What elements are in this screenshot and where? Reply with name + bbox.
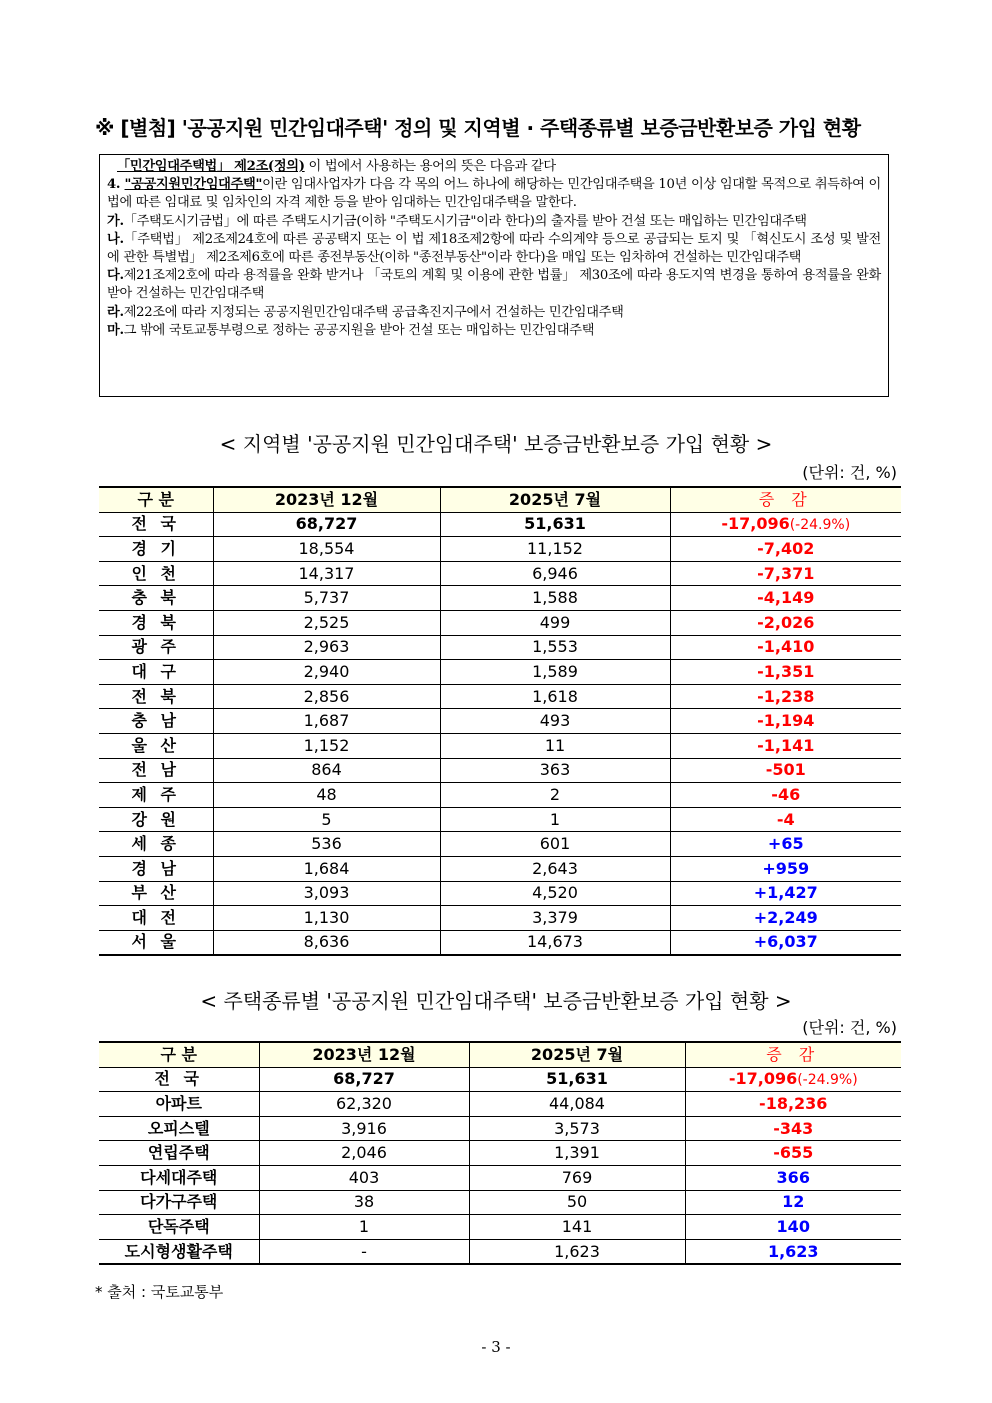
value-change: -2,026 [670, 610, 901, 635]
value-change: 366 [685, 1165, 901, 1190]
value-jul-2025: 3,379 [440, 906, 670, 931]
value-jul-2025: 363 [440, 758, 670, 783]
source-note: * 출처 : 국토교통부 [95, 1283, 224, 1301]
law-header [107, 158, 881, 176]
value-change: -18,236 [685, 1092, 901, 1117]
region-table [99, 486, 901, 956]
law-subitem-ma [107, 322, 881, 340]
law-header-text: 이 법에서 사용하는 용어의 뜻은 다음과 같다 [304, 159, 556, 174]
value-dec-2023: 5 [213, 807, 440, 832]
value-change: -1,141 [670, 733, 901, 758]
header-dec-2023: 2023년 12월 [213, 487, 440, 512]
law-subitem-ra [107, 304, 881, 322]
value-change: -4 [670, 807, 901, 832]
row-label: 전 국 [99, 512, 213, 537]
table-row [99, 635, 901, 660]
law-subitem-da-text: 제21조제2호에 따라 용적률을 완화 받거나 「국토의 계획 및 이용에 관한 법률」 제30조에 따라 용도지역 변경을 통하여 용적률을 완화 받아 건설하는 민간임대주택 [107, 268, 881, 302]
law-item-4-text: 이란 임대사업자가 다음 각 목의 어느 하나에 해당하는 민간임대주택을 10년 이상 임대할 목적으로 취득하여 이 법에 따른 임대료 및 임차인의 자격 제한 등을 받아 임대하는 민간임대주택을 말한다. [107, 177, 881, 211]
row-label: 제 주 [99, 783, 213, 808]
row-label: 충 남 [99, 709, 213, 734]
header-change: 증 감 [685, 1042, 901, 1067]
row-label: 전 남 [99, 758, 213, 783]
row-label: 부 산 [99, 881, 213, 906]
value-dec-2023: 1,130 [213, 906, 440, 931]
table-row [99, 1165, 901, 1190]
value-change: -1,238 [670, 684, 901, 709]
page-title: ※ [별첨] '공공지원 민간임대주택' 정의 및 지역별 · 주택종류별 보증금반환보증 가입 현황 [95, 116, 861, 140]
value-dec-2023: 536 [213, 832, 440, 857]
value-change: 12 [685, 1190, 901, 1215]
table-row [99, 1141, 901, 1166]
header-category: 구 분 [99, 1042, 259, 1067]
value-dec-2023: 62,320 [259, 1092, 469, 1117]
table-row [99, 832, 901, 857]
value-change: 140 [685, 1215, 901, 1240]
value-jul-2025: 51,631 [440, 512, 670, 537]
row-label: 단독주택 [99, 1215, 259, 1240]
value-jul-2025: 1,623 [469, 1239, 685, 1264]
value-jul-2025: 141 [469, 1215, 685, 1240]
table-row [99, 709, 901, 734]
law-subitem-ma-label: 마. [107, 322, 124, 338]
table-header-row [99, 1042, 901, 1067]
value-change: +6,037 [670, 930, 901, 955]
value-change: +959 [670, 856, 901, 881]
table-row [99, 610, 901, 635]
value-jul-2025: 14,673 [440, 930, 670, 955]
law-item-4-term: "공공지원민간임대주택" [124, 177, 263, 193]
table-row [99, 906, 901, 931]
value-jul-2025: 1,553 [440, 635, 670, 660]
value-jul-2025: 2 [440, 783, 670, 808]
value-change: -4,149 [670, 586, 901, 611]
value-dec-2023: 1 [259, 1215, 469, 1240]
value-jul-2025: 601 [440, 832, 670, 857]
row-label: 경 북 [99, 610, 213, 635]
value-dec-2023: 48 [213, 783, 440, 808]
law-subitem-ma-text: 그 밖에 국토교통부령으로 정하는 공공지원을 받아 건설 또는 매입하는 민간임대주택 [123, 322, 595, 338]
table-row [99, 684, 901, 709]
value-dec-2023: - [259, 1239, 469, 1264]
change-amount: -17,096 [721, 513, 790, 533]
law-subitem-ga-text: 「주택도시기금법」에 따른 주택도시기금(이하 "주택도시기금"이라 한다)의 출자를 받아 건설 또는 매입하는 민간임대주택 [123, 213, 807, 229]
region-table-unit: (단위: 건, %) [802, 463, 897, 482]
value-dec-2023: 2,046 [259, 1141, 469, 1166]
table-row [99, 930, 901, 955]
table-row [99, 1239, 901, 1264]
value-dec-2023: 5,737 [213, 586, 440, 611]
row-label: 전 국 [99, 1067, 259, 1092]
value-dec-2023: 18,554 [213, 537, 440, 562]
value-jul-2025: 1,589 [440, 660, 670, 685]
value-dec-2023: 3,093 [213, 881, 440, 906]
row-label: 대 구 [99, 660, 213, 685]
value-change: -1,410 [670, 635, 901, 660]
value-jul-2025: 11 [440, 733, 670, 758]
page-number: - 3 - [481, 1338, 511, 1356]
row-label: 아파트 [99, 1092, 259, 1117]
value-change: +1,427 [670, 881, 901, 906]
header-category: 구 분 [99, 487, 213, 512]
row-label: 인 천 [99, 561, 213, 586]
value-change: -1,194 [670, 709, 901, 734]
value-dec-2023: 1,152 [213, 733, 440, 758]
value-jul-2025: 1,618 [440, 684, 670, 709]
law-definition-box [99, 154, 889, 397]
table-row [99, 1190, 901, 1215]
row-label: 대 전 [99, 906, 213, 931]
value-jul-2025: 44,084 [469, 1092, 685, 1117]
value-jul-2025: 2,643 [440, 856, 670, 881]
value-change [685, 1067, 901, 1092]
table-row [99, 758, 901, 783]
table-row [99, 586, 901, 611]
law-subitem-da-label: 다. [107, 268, 124, 284]
value-dec-2023: 68,727 [259, 1067, 469, 1092]
value-dec-2023: 2,940 [213, 660, 440, 685]
table-row [99, 1116, 901, 1141]
law-subitem-na-label: 나. [107, 231, 124, 247]
law-subitem-ga [107, 213, 881, 231]
table-row [99, 856, 901, 881]
value-jul-2025: 50 [469, 1190, 685, 1215]
law-subitem-na [107, 231, 881, 267]
value-jul-2025: 3,573 [469, 1116, 685, 1141]
value-change: +65 [670, 832, 901, 857]
total-row [99, 1067, 901, 1092]
value-dec-2023: 1,684 [213, 856, 440, 881]
region-table-title: < 지역별 '공공지원 민간임대주택' 보증금반환보증 가입 현황 > [219, 432, 773, 456]
change-percent: (-24.9%) [789, 516, 851, 533]
header-jul-2025: 2025년 7월 [469, 1042, 685, 1067]
value-jul-2025: 51,631 [469, 1067, 685, 1092]
value-jul-2025: 499 [440, 610, 670, 635]
law-subitem-da [107, 267, 881, 303]
row-label: 경 남 [99, 856, 213, 881]
row-label: 다세대주택 [99, 1165, 259, 1190]
value-change: -7,402 [670, 537, 901, 562]
header-jul-2025: 2025년 7월 [440, 487, 670, 512]
law-subitem-na-text: 「주택법」 제2조제24호에 따른 공공택지 또는 이 법 제18조제2항에 따라 수의계약 등으로 공급되는 토지 및 「혁신도시 조성 및 발전에 관한 특별법」 제2조제6호에 따른 종전부동산(이하 "종전부동산"이라 한다)을 매입 또는 임차하여 건설하는 민간임대주택 [107, 231, 881, 266]
value-dec-2023: 3,916 [259, 1116, 469, 1141]
value-dec-2023: 2,963 [213, 635, 440, 660]
value-jul-2025: 769 [469, 1165, 685, 1190]
type-table [99, 1041, 901, 1265]
header-change: 증 감 [670, 487, 901, 512]
value-change [670, 512, 901, 537]
row-label: 세 종 [99, 832, 213, 857]
value-jul-2025: 1,588 [440, 586, 670, 611]
change-percent: (-24.9%) [797, 1071, 858, 1088]
change-amount: -17,096 [728, 1068, 798, 1088]
value-jul-2025: 493 [440, 709, 670, 734]
value-dec-2023: 1,687 [213, 709, 440, 734]
row-label: 연립주택 [99, 1141, 259, 1166]
row-label: 경 기 [99, 537, 213, 562]
value-dec-2023: 8,636 [213, 930, 440, 955]
law-item-4 [107, 176, 881, 212]
row-label: 충 북 [99, 586, 213, 611]
row-label: 울 산 [99, 733, 213, 758]
value-dec-2023: 68,727 [213, 512, 440, 537]
value-dec-2023: 2,525 [213, 610, 440, 635]
total-row [99, 512, 901, 537]
header-dec-2023: 2023년 12월 [259, 1042, 469, 1067]
table-row [99, 783, 901, 808]
value-jul-2025: 6,946 [440, 561, 670, 586]
type-table-unit: (단위: 건, %) [802, 1018, 897, 1037]
law-subitem-ga-label: 가. [107, 213, 124, 229]
type-table-title: < 주택종류별 '공공지원 민간임대주택' 보증금반환보증 가입 현황 > [200, 989, 792, 1013]
law-subitem-ra-label: 라. [107, 304, 124, 320]
law-item-4-number: 4. [107, 177, 125, 193]
value-change: +2,249 [670, 906, 901, 931]
value-dec-2023: 864 [213, 758, 440, 783]
value-dec-2023: 403 [259, 1165, 469, 1190]
law-subitem-ra-text: 제22조에 따라 지정되는 공공지원민간임대주택 공급촉진지구에서 건설하는 민간임대주택 [123, 304, 624, 320]
value-dec-2023: 38 [259, 1190, 469, 1215]
row-label: 다가구주택 [99, 1190, 259, 1215]
value-change: 1,623 [685, 1239, 901, 1264]
table-row [99, 733, 901, 758]
value-dec-2023: 14,317 [213, 561, 440, 586]
table-row [99, 537, 901, 562]
row-label: 오피스텔 [99, 1116, 259, 1141]
value-jul-2025: 1,391 [469, 1141, 685, 1166]
value-change: -343 [685, 1116, 901, 1141]
row-label: 강 원 [99, 807, 213, 832]
table-row [99, 561, 901, 586]
table-row [99, 1092, 901, 1117]
table-header-row [99, 487, 901, 512]
value-dec-2023: 2,856 [213, 684, 440, 709]
row-label: 서 울 [99, 930, 213, 955]
value-jul-2025: 11,152 [440, 537, 670, 562]
value-jul-2025: 1 [440, 807, 670, 832]
value-change: -7,371 [670, 561, 901, 586]
table-row [99, 660, 901, 685]
table-row [99, 807, 901, 832]
table-row [99, 881, 901, 906]
value-change: -46 [670, 783, 901, 808]
value-jul-2025: 4,520 [440, 881, 670, 906]
value-change: -655 [685, 1141, 901, 1166]
value-change: -501 [670, 758, 901, 783]
row-label: 도시형생활주택 [99, 1239, 259, 1264]
row-label: 광 주 [99, 635, 213, 660]
value-change: -1,351 [670, 660, 901, 685]
law-reference: 「민간임대주택법」 제2조(정의) [117, 159, 305, 174]
table-row [99, 1215, 901, 1240]
row-label: 전 북 [99, 684, 213, 709]
